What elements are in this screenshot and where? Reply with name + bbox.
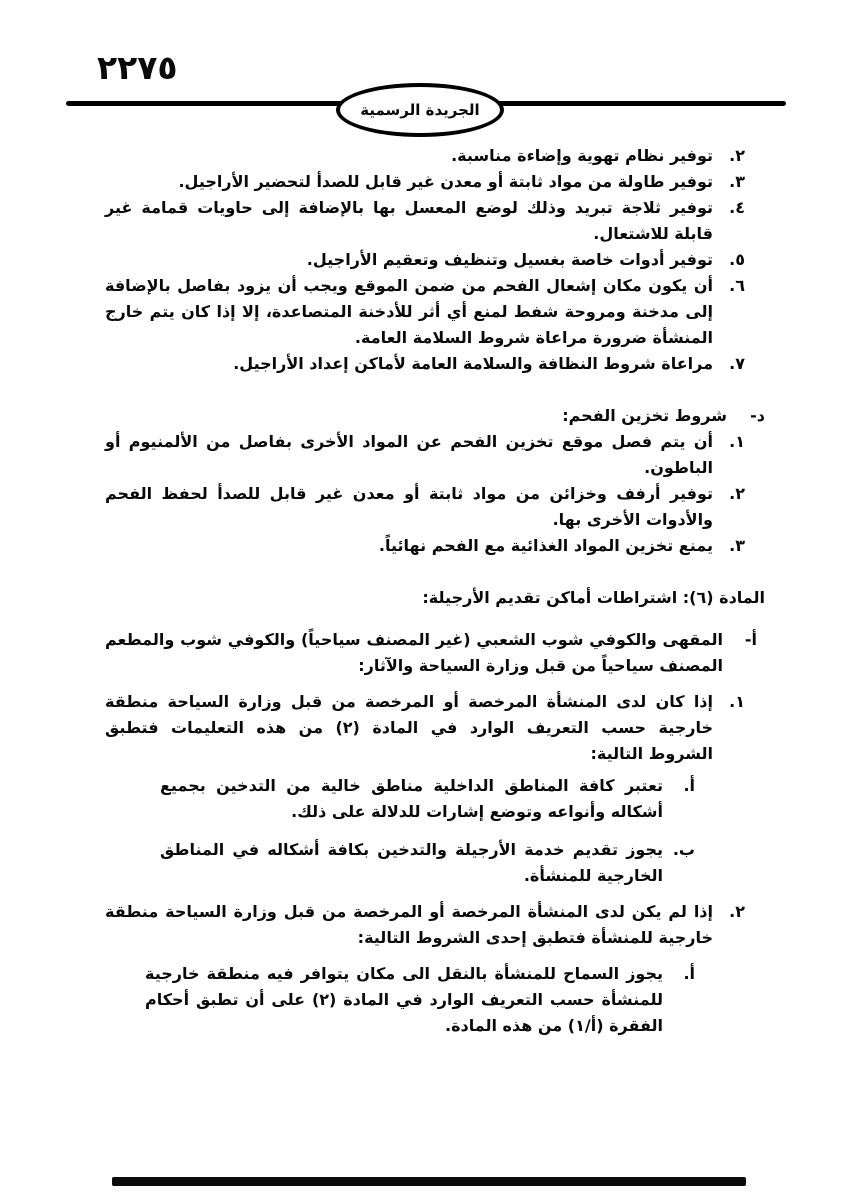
item-number: ٢.	[729, 902, 745, 921]
list-item	[105, 273, 745, 351]
item-text: توفير أرفف وخزائن من مواد ثابتة أو معدن غير قابل للصدأ لحفظ الفحم والأدوات الأخرى بها.	[105, 484, 713, 529]
item-number: ٣.	[729, 172, 745, 191]
list-item	[105, 481, 745, 533]
sub-item-b	[160, 837, 695, 889]
item-number: ٥.	[729, 250, 745, 269]
item-text: إذا كان لدى المنشأة المرخصة أو المرخصة من قبل وزارة السياحة منطقة خارجية حسب التعريف الوارد في المادة (٢) من هذه التعليمات فتطبق الشروط التالية:	[105, 692, 714, 763]
item-text: يمنع تخزين المواد الغذائية مع الفحم نهائياً.	[378, 536, 713, 555]
item-number: ٢.	[729, 146, 745, 165]
item-number: أ.	[683, 964, 695, 983]
list-item	[105, 195, 745, 247]
item-text: توفير نظام تهوية وإضاءة مناسبة.	[451, 146, 713, 165]
article-6-title: المادة (٦): اشتراطات أماكن تقديم الأرجيلة:	[422, 588, 765, 607]
list-item	[105, 533, 745, 559]
sub-item-a2	[145, 961, 695, 1039]
item-text: يجوز تقديم خدمة الأرجيلة والتدخين بكافة أشكاله في المناطق الخارجية للمنشأة.	[160, 840, 663, 885]
item-text: تعتبر كافة المناطق الداخلية مناطق خالية من التدخين بجميع أشكاله وأنواعه وتوضع إشارات للدلالة على ذلك.	[160, 776, 663, 821]
item-number: ٤.	[729, 198, 745, 217]
item-text: أن يكون مكان إشعال الفحم من ضمن الموقع ويجب أن يزود بفاصل بالإضافة إلى مدخنة ومروحة شفط لمنع أي أثر للأدخنة المتصاعدة، إلا إذا كان يتم خارج المنشأة ضرورة مراعاة شروط السلامة العامة.	[105, 276, 713, 347]
article-item-1	[105, 689, 745, 767]
list-item	[105, 351, 745, 377]
list-item	[105, 429, 745, 481]
item-text: إذا لم يكن لدى المنشأة المرخصة أو المرخصة من قبل وزارة السياحة منطقة خارجية للمنشأة فتطبق إحدى الشروط التالية:	[105, 902, 713, 947]
item-text: مراعاة شروط النظافة والسلامة العامة لأماكن إعداد الأراجيل.	[233, 354, 713, 373]
list-item	[105, 143, 745, 169]
item-number: ٦.	[729, 276, 745, 295]
item-number: ١.	[729, 692, 745, 711]
section-label: د-	[750, 406, 765, 425]
item-number: ١.	[729, 432, 745, 451]
item-number: أ.	[683, 776, 695, 795]
item-number: ب.	[672, 840, 695, 859]
gazette-banner-label: الجريدة الرسمية	[360, 101, 480, 119]
document-body	[105, 143, 765, 1039]
footer-rule	[112, 1177, 746, 1186]
section-d-heading	[105, 403, 765, 429]
page-number: ٢٢٧٥	[97, 48, 178, 87]
clause-text: المقهى والكوفي شوب الشعبي (غير المصنف سياحياً) والكوفي شوب والمطعم المصنف سياحياً من قبل وزارة السياحة والآثار:	[105, 630, 723, 675]
clause-a	[105, 627, 757, 679]
gazette-banner-ellipse	[336, 83, 504, 137]
section-title: شروط تخزين الفحم:	[562, 406, 727, 425]
item-text: أن يتم فصل موقع تخزين الفحم عن المواد الأخرى بفاصل من الألمنيوم أو الباطون.	[105, 432, 713, 477]
article-item-2	[105, 899, 745, 951]
item-number: ٧.	[729, 354, 745, 373]
clause-label: أ-	[744, 630, 757, 649]
item-number: ٢.	[729, 484, 745, 503]
item-text: يجوز السماح للمنشأة بالنقل الى مكان يتوافر فيه منطقة خارجية للمنشأة حسب التعريف الوارد في المادة (٢) على أن تطبق أحكام الفقرة (أ/١) من هذه المادة.	[145, 964, 664, 1035]
item-number: ٣.	[729, 536, 745, 555]
list-item	[105, 247, 745, 273]
item-text: توفير أدوات خاصة بغسيل وتنظيف وتعقيم الأراجيل.	[306, 250, 713, 269]
item-text: توفير ثلاجة تبريد وذلك لوضع المعسل بها بالإضافة إلى حاويات قمامة غير قابلة للاشتعال.	[105, 198, 713, 243]
item-text: توفير طاولة من مواد ثابتة أو معدن غير قابل للصدأ لتحضير الأراجيل.	[178, 172, 713, 191]
list-item	[105, 169, 745, 195]
sub-item-a	[160, 773, 695, 825]
